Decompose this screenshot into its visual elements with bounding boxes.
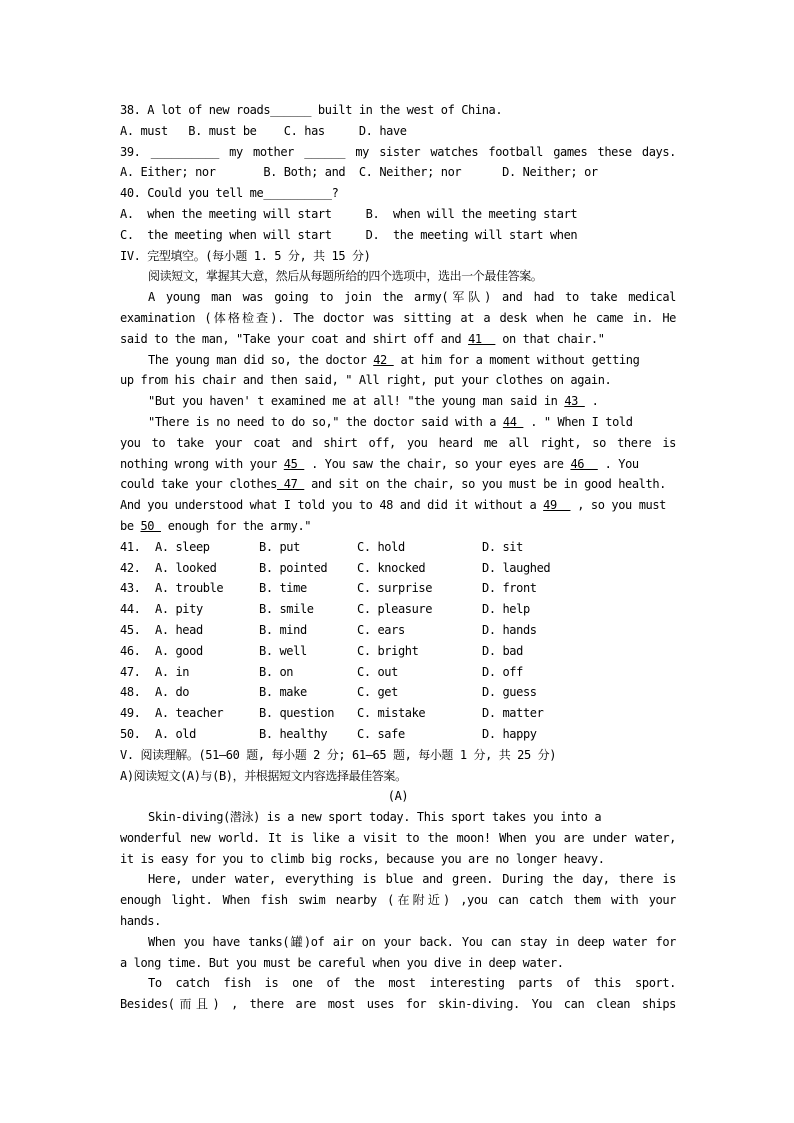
reading-line: Skin-diving(潜泳) is a new sport today. This sport takes you into a [148, 810, 602, 825]
cloze-line: nothing wrong with your 45 . You saw the chair, so your eyes are 46 . You [120, 456, 639, 471]
cloze-line: up from his chair and then said, " All right, put your clothes on again. [120, 373, 612, 388]
section5-title: V. 阅读理解。(51—60 题, 每小题 2 分; 61—65 题, 每小题 1 分, 共 25 分) [120, 747, 557, 762]
choice-row: 50. A. old B. healthy C. safe D. happy [120, 726, 537, 741]
choice-row: 41. A. sleep B. put C. hold D. sit [120, 539, 523, 554]
q39-options: A. Either; nor B. Both; and C. Neither; nor D. Neither; or [120, 165, 598, 180]
exam-page [120, 100, 676, 1015]
reading-line: Besides(而且) , there are most uses for skin-diving. You can clean ships [120, 997, 676, 1012]
section4-instructions: 阅读短文，掌握其大意，然后从每题所给的四个选项中，选出一个最佳答案。 [148, 269, 543, 284]
blank-43: 43 [564, 394, 585, 409]
blank-42: 42 [373, 352, 394, 367]
blank-47: 47 [276, 477, 305, 492]
q40-options-ab: A. when the meeting will start B. when will the meeting start [120, 206, 578, 221]
blank-49: 49 [543, 498, 571, 513]
q38-options: A. must B. must be C. has D. have [120, 123, 407, 138]
reading-line: it is easy for you to climb big rocks, because you are no longer heavy. [120, 851, 605, 866]
choice-row: 44. A. pity B. smile C. pleasure D. help [120, 602, 530, 617]
reading-line: To catch fish is one of the most interesting parts of this sport. [148, 976, 676, 991]
choice-row: 47. A. in B. on C. out D. off [120, 664, 523, 679]
cloze-line: be 50 enough for the army." [120, 518, 312, 533]
blank-41: 41 [468, 331, 496, 346]
q39-stem: 39. __________ my mother ______ my sister watches football games these days. [120, 144, 676, 159]
blank-46: 46 [570, 456, 598, 471]
reading-line: hands. [120, 914, 161, 929]
cloze-line: you to take your coat and shirt off, you heard me all right, so there is [120, 435, 676, 450]
cloze-line: A young man was going to join the army(军队) and had to take medical [148, 290, 676, 305]
cloze-line: could take your clothes 47 and sit on the chair, so you must be in good health. [120, 477, 666, 492]
q38-stem: 38. A lot of new roads______ built in the west of China. [120, 103, 503, 117]
reading-line: wonderful new world. It is like a visit to the moon! When you are under water, [120, 830, 676, 845]
choice-row: 46. A. good B. well C. bright D. bad [120, 643, 523, 658]
section5-instructions: A)阅读短文(A)与(B)，并根据短文内容选择最佳答案。 [120, 768, 407, 783]
section4-title: IV. 完型填空。(每小题 1. 5 分, 共 15 分) [120, 248, 371, 263]
reading-line: When you have tanks(罐)of air on your back. You can stay in deep water for [148, 934, 676, 949]
blank-45: 45 [283, 456, 305, 471]
q40-stem: 40. Could you tell me__________? [120, 186, 339, 201]
cloze-line: "There is no need to do so," the doctor said with a 44 . " When I told [148, 414, 633, 429]
blank-50: 50 [140, 518, 161, 533]
cloze-line: examination (体格检查). The doctor was sitting at a desk when he came in. He [120, 310, 676, 325]
choice-row: 49. A. teacher B. question C. mistake D. matter [120, 706, 544, 721]
q40-options-cd: C. the meeting when will start D. the meeting will start when [120, 227, 578, 242]
choice-row: 48. A. do B. make C. get D. guess [120, 685, 537, 700]
cloze-line: said to the man, "Take your coat and shirt off and 41 on that chair." [120, 331, 605, 346]
cloze-line: And you understood what I told you to 48 and did it without a 49 , so you must [120, 498, 666, 513]
reading-line: Here, under water, everything is blue and green. During the day, there is [148, 872, 676, 887]
choice-row: 42. A. looked B. pointed C. knocked D. laughed [120, 560, 551, 575]
choice-row: 43. A. trouble B. time C. surprise D. front [120, 581, 537, 596]
blank-44: 44 [502, 414, 524, 429]
reading-line: a long time. But you must be careful when you dive in deep water. [120, 955, 564, 970]
reading-line: enough light. When fish swim nearby (在附近) ,you can catch them with your [120, 893, 676, 908]
cloze-line: The young man did so, the doctor 42 at him for a moment without getting [148, 352, 640, 367]
cloze-line: "But you haven' t examined me at all! "the young man said in 43 . [148, 394, 599, 409]
choice-row: 45. A. head B. mind C. ears D. hands [120, 622, 537, 637]
passage-a-label: (A) [387, 789, 409, 804]
